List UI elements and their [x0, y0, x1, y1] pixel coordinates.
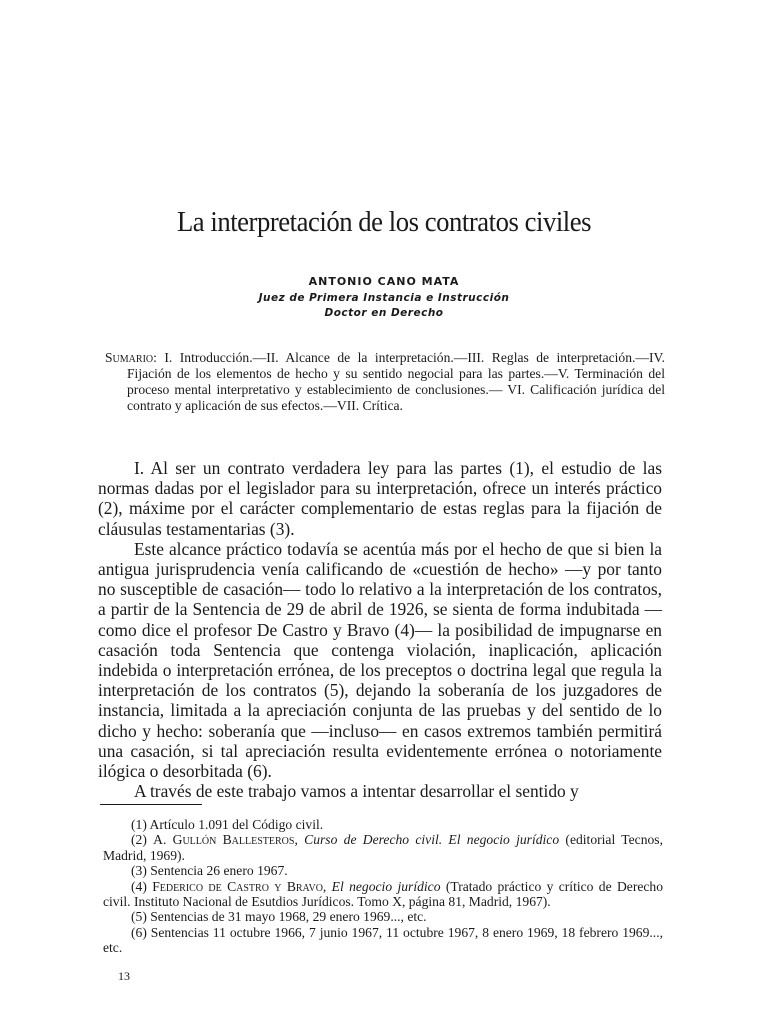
footnote-2-number: (2)	[131, 832, 154, 848]
footnote-divider	[100, 804, 202, 805]
footnote-4-author: Federico de Castro y Bravo,	[152, 878, 327, 894]
footnote-3: (3) Sentencia 26 enero 1967.	[131, 863, 288, 879]
summary-block	[105, 350, 665, 414]
footnote-5: (5) Sentencias de 31 mayo 1968, 29 enero 1969..., etc.	[131, 909, 427, 925]
footnote-2-author: A. Gullón Ballesteros,	[153, 832, 298, 848]
article-body	[98, 458, 662, 801]
footnote-1: (1) Artículo 1.091 del Código civil.	[131, 817, 324, 832]
footnote-4-number: (4)	[131, 878, 153, 894]
author-role: Juez de Primera Instancia e Instrucción	[258, 292, 510, 304]
summary-text	[105, 350, 665, 414]
footnote-4	[103, 879, 663, 910]
body-paragraph: Este alcance práctico todavía se acentúa más por el hecho de que si bien la antigua jurisprudencia venía calificando de «cuestión de hecho» —y por tanto no susceptible de casación— todo lo relativo a la interpretación de los contratos, a partir de la Sentencia de 29 de abril de 1926, se sienta de forma indubitada —como dice el profesor De Castro y Bravo (4)— la posibilidad de impugnarse en casación toda Sentencia que contenga violación, inaplicación, aplicación indebida o interpretación errónea, de los preceptos o doctrina legal que regula la interpretación de los contratos (5), dejando la soberanía de los juzgadores de instancia, limitada a la apreciación conjunta de las pruebas y del sentido de lo dicho y hecho: soberanía que —incluso— en casos extremos también permitirá una casación, si tal apreciación resulta evidentemente errónea o notoriamente ilógica o desorbitada (6).	[98, 538, 662, 782]
footnote-2-details: (editorial Tecnos, Madrid, 1969).	[103, 832, 663, 863]
summary-label: Sumario:	[105, 350, 157, 365]
page-number: 13	[118, 969, 130, 983]
footnote-2	[103, 832, 663, 863]
author-degree: Doctor en Derecho	[324, 307, 444, 319]
footnotes	[103, 817, 663, 956]
footnote-4-details: (Tratado práctico y crítico de Derecho civil. Instituto Nacional de Esutdios Jurídicos. Tomo X, página 81, Madrid, 1967).	[103, 878, 664, 910]
author-name: ANTONIO CANO MATA	[308, 275, 460, 288]
footnote-4-title: El negocio jurídico	[326, 878, 441, 894]
footnote-6: (6) Sentencias 11 octubre 1966, 7 junio 1967, 11 octubre 1967, 8 enero 1969, 18 febrero 1969..., etc.	[103, 924, 663, 956]
body-paragraph: A través de este trabajo vamos a intentar desarrollar el sentido y	[134, 781, 579, 802]
summary-contents: I. Introducción.—II. Alcance de la interpretación.—III. Reglas de interpretación.—IV. Fijación de los elementos de hecho y su sentido negocial para las partes.—V. Terminación del proceso mental interpretativo y establecimiento de conclusiones.— VI. Calificación jurídica del contrato y aplicación de sus efectos.—VII. Crítica.	[127, 350, 665, 413]
article-title: La interpretación de los contratos civiles	[176, 206, 592, 238]
footnote-2-title: Curso de Derecho civil. El negocio jurídico	[297, 832, 560, 848]
body-paragraph: I. Al ser un contrato verdadera ley para las partes (1), el estudio de las normas dadas por el legislador para su interpretación, ofrece un interés práctico (2), máxime por el carácter complementario de estas reglas para la fijación de cláusulas testamentarias (3).	[98, 458, 662, 539]
